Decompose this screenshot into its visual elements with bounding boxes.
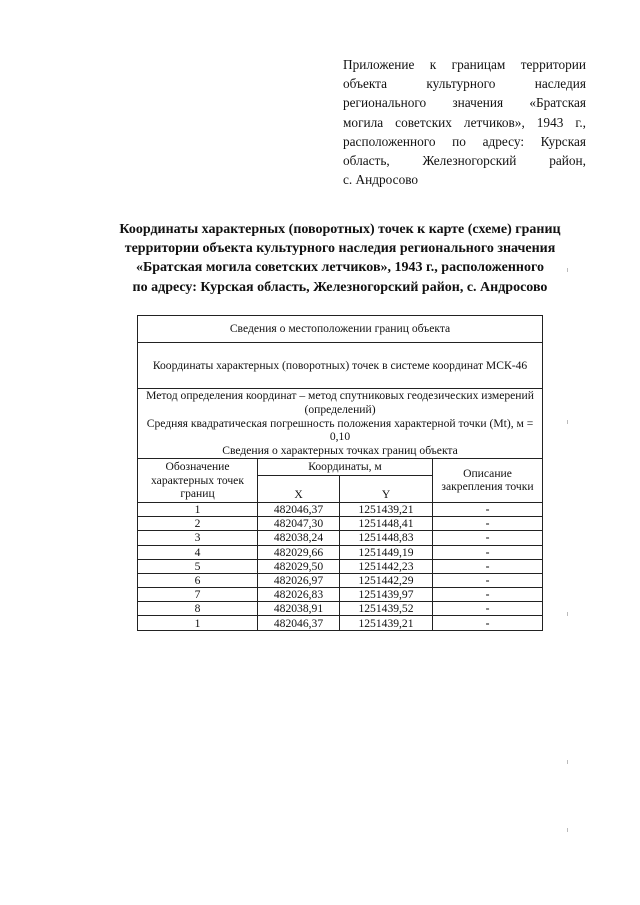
desc-cell: -: [433, 517, 543, 531]
title-line: по адресу: Курская область, Железногорский район, с. Андросово: [132, 279, 548, 295]
x-cell: 482029,66: [258, 545, 340, 559]
scan-speck: [567, 760, 568, 764]
table-row: [138, 559, 543, 573]
table-row: [138, 531, 543, 545]
col-designation-header: Обозначение характерных точек границ: [138, 458, 258, 502]
point-cell: 6: [138, 573, 258, 587]
document-title: [60, 220, 620, 297]
scan-speck: [567, 828, 568, 832]
table-row: [138, 588, 543, 602]
appendix-line: с. Андросово: [343, 172, 419, 188]
section-location-header: Сведения о местоположении границ объекта: [138, 316, 543, 343]
desc-cell: -: [433, 531, 543, 545]
title-line: «Братская могила советских летчиков», 1943 г., расположенного: [135, 260, 545, 276]
y-cell: 1251448,83: [340, 531, 433, 545]
point-cell: 8: [138, 602, 258, 616]
point-cell: 7: [138, 588, 258, 602]
point-cell: 1: [138, 616, 258, 630]
point-cell: 4: [138, 545, 258, 559]
x-cell: 482029,50: [258, 559, 340, 573]
title-line: территории объекта культурного наследия регионального значения: [124, 241, 556, 257]
appendix-note: [343, 55, 586, 189]
method-text: Метод определения координат – метод спутниковых геодезических измерений (определений): [146, 389, 534, 416]
points-info-text: Сведения о характерных точках границ объекта: [222, 444, 458, 458]
col-x-header: X: [258, 475, 340, 502]
appendix-line: область, Железногорский район,: [343, 153, 586, 169]
accuracy-text: Средняя квадратическая погрешность положения характерной точки (Mt), м = 0,10: [146, 416, 534, 444]
table-row: [138, 502, 543, 516]
scan-speck: [567, 612, 568, 616]
x-cell: 482046,37: [258, 502, 340, 516]
table-row: [138, 602, 543, 616]
scan-speck: [567, 268, 568, 272]
appendix-line: расположенного по адресу: Курская: [343, 133, 586, 149]
coordinates-table: [137, 315, 543, 631]
y-cell: 1251439,21: [340, 616, 433, 630]
y-cell: 1251439,52: [340, 602, 433, 616]
table-row: [138, 517, 543, 531]
point-cell: 2: [138, 517, 258, 531]
desc-cell: -: [433, 602, 543, 616]
table-row: [138, 573, 543, 587]
y-cell: 1251448,41: [340, 517, 433, 531]
y-cell: 1251439,21: [340, 502, 433, 516]
appendix-line: Приложение к границам территории: [343, 57, 586, 72]
x-cell: 482047,30: [258, 517, 340, 531]
x-cell: 482038,24: [258, 531, 340, 545]
point-cell: 3: [138, 531, 258, 545]
scan-speck: [567, 420, 568, 424]
y-cell: 1251439,97: [340, 588, 433, 602]
desc-cell: -: [433, 588, 543, 602]
desc-cell: -: [433, 573, 543, 587]
table-row: [138, 545, 543, 559]
title-line: Координаты характерных (поворотных) точек к карте (схеме) границ: [119, 222, 561, 237]
table-row: [138, 616, 543, 630]
x-cell: 482026,83: [258, 588, 340, 602]
method-cell: [138, 389, 543, 459]
appendix-line: регионального значения «Братская: [343, 95, 586, 111]
appendix-line: объекта культурного наследия: [343, 76, 586, 92]
col-description-header: Описание закрепления точки: [433, 458, 543, 502]
x-cell: 482038,91: [258, 602, 340, 616]
desc-cell: -: [433, 616, 543, 630]
point-cell: 5: [138, 559, 258, 573]
appendix-line: могила советских летчиков», 1943 г.,: [343, 114, 586, 130]
desc-cell: -: [433, 545, 543, 559]
desc-cell: -: [433, 559, 543, 573]
y-cell: 1251449,19: [340, 545, 433, 559]
x-cell: 482026,97: [258, 573, 340, 587]
y-cell: 1251442,23: [340, 559, 433, 573]
coord-system-cell: Координаты характерных (поворотных) точек в системе координат МСК-46: [138, 343, 543, 389]
col-y-header: Y: [340, 475, 433, 502]
col-coordinates-header: Координаты, м: [258, 458, 433, 475]
point-cell: 1: [138, 502, 258, 516]
x-cell: 482046,37: [258, 616, 340, 630]
y-cell: 1251442,29: [340, 573, 433, 587]
desc-cell: -: [433, 502, 543, 516]
